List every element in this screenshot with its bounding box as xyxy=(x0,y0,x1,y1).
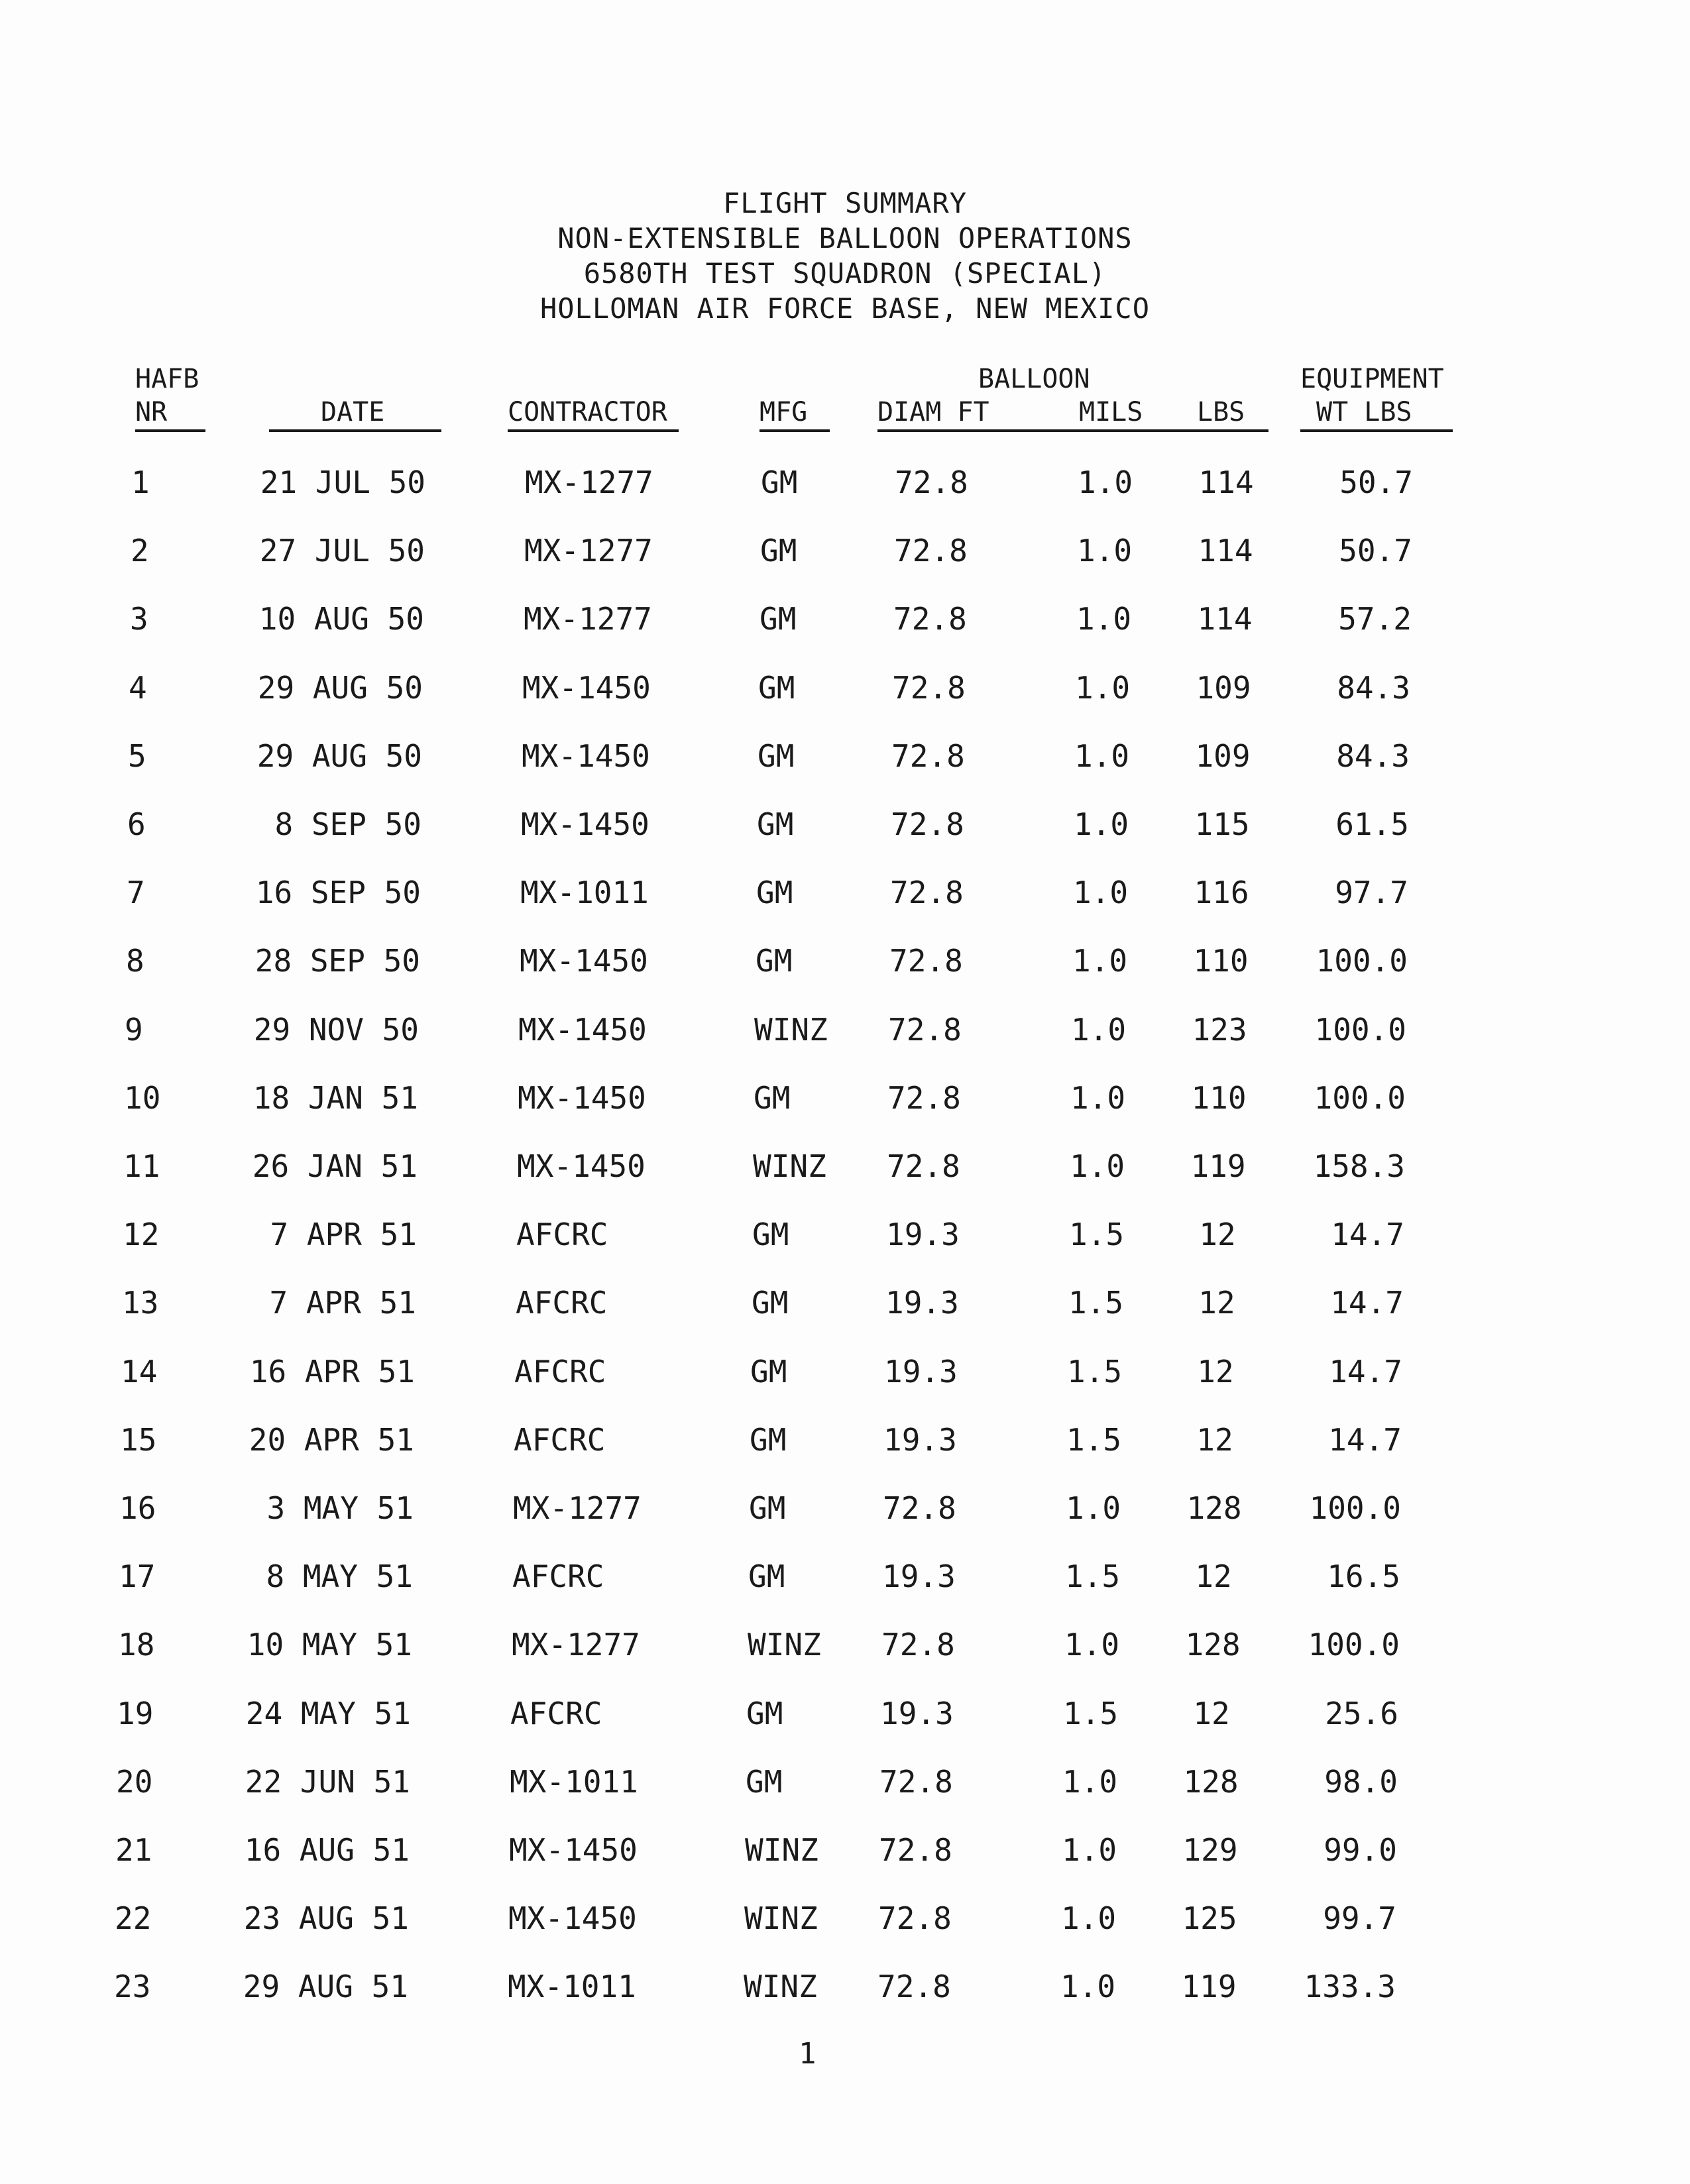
cell-mils: 1.0 xyxy=(1060,1969,1116,2004)
cell-mils: 1.5 xyxy=(1065,1558,1121,1594)
table-row xyxy=(0,1898,1690,1938)
cell-contractor: MX-1277 xyxy=(524,601,652,637)
cell-equipment: 14.7 xyxy=(1330,1285,1404,1321)
cell-equipment: 99.0 xyxy=(1324,1832,1397,1868)
cell-date: 8 SEP 50 xyxy=(274,806,422,842)
cell-nr: 23 xyxy=(114,1969,151,2004)
cell-mfg: GM xyxy=(754,1080,791,1116)
cell-lbs: 116 xyxy=(1194,875,1249,910)
cell-mfg: WINZ xyxy=(753,1148,826,1184)
cell-nr: 17 xyxy=(119,1558,156,1594)
cell-date: 10 MAY 51 xyxy=(247,1627,412,1663)
cell-nr: 20 xyxy=(116,1764,153,1800)
table-row xyxy=(0,1010,1690,1050)
cell-diam: 72.8 xyxy=(887,1148,960,1184)
cell-diam: 72.8 xyxy=(888,1012,962,1048)
cell-mfg: GM xyxy=(757,806,794,842)
cell-mfg: GM xyxy=(760,601,797,637)
cell-diam: 72.8 xyxy=(889,943,963,979)
cell-lbs: 12 xyxy=(1198,1285,1235,1321)
cell-date: 20 APR 51 xyxy=(249,1422,414,1458)
table-row xyxy=(0,1078,1690,1118)
cell-contractor: MX-1011 xyxy=(510,1764,638,1800)
cell-equipment: 97.7 xyxy=(1335,875,1408,910)
cell-mfg: WINZ xyxy=(744,1900,818,1936)
header-balloon: BALLOON xyxy=(978,364,1090,394)
cell-diam: 72.8 xyxy=(895,464,968,500)
cell-contractor: MX-1450 xyxy=(522,738,650,774)
cell-diam: 19.3 xyxy=(882,1558,956,1594)
cell-contractor: MX-1277 xyxy=(513,1490,642,1526)
header-mfg: MFG xyxy=(760,397,808,427)
cell-contractor: AFCRC xyxy=(514,1422,606,1458)
cell-diam: 72.8 xyxy=(879,1764,953,1800)
cell-equipment: 84.3 xyxy=(1336,738,1410,774)
cell-equipment: 100.0 xyxy=(1308,1627,1400,1663)
cell-date: 8 MAY 51 xyxy=(266,1558,413,1594)
title-line-3: 6580TH TEST SQUADRON (SPECIAL) xyxy=(583,257,1107,290)
cell-mfg: GM xyxy=(750,1422,787,1458)
table-row xyxy=(0,941,1690,981)
table-row xyxy=(0,599,1690,639)
cell-diam: 72.8 xyxy=(887,1080,961,1116)
cell-mfg: WINZ xyxy=(748,1627,821,1663)
cell-diam: 19.3 xyxy=(886,1217,960,1252)
header-contractor-underline xyxy=(508,429,679,432)
table-row xyxy=(0,1556,1690,1596)
cell-mfg: GM xyxy=(746,1764,783,1800)
title-line-1: FLIGHT SUMMARY xyxy=(722,187,967,219)
cell-contractor: MX-1277 xyxy=(524,533,653,569)
cell-lbs: 114 xyxy=(1198,533,1253,569)
cell-mils: 1.0 xyxy=(1062,1832,1117,1868)
cell-mils: 1.5 xyxy=(1068,1285,1124,1321)
cell-mils: 1.0 xyxy=(1064,1627,1120,1663)
cell-diam: 19.3 xyxy=(884,1354,958,1390)
cell-lbs: 12 xyxy=(1193,1696,1230,1731)
header-equipment: EQUIPMENT xyxy=(1300,364,1444,394)
cell-nr: 13 xyxy=(122,1285,159,1321)
cell-mfg: GM xyxy=(756,875,793,910)
cell-diam: 72.8 xyxy=(892,670,966,706)
cell-equipment: 100.0 xyxy=(1309,1490,1401,1526)
table-row xyxy=(0,736,1690,776)
cell-nr: 11 xyxy=(123,1148,160,1184)
cell-equipment: 100.0 xyxy=(1314,1012,1406,1048)
cell-lbs: 12 xyxy=(1197,1354,1234,1390)
cell-lbs: 125 xyxy=(1182,1900,1237,1936)
cell-lbs: 128 xyxy=(1185,1627,1241,1663)
header-mils: MILS xyxy=(1079,397,1143,427)
cell-contractor: MX-1450 xyxy=(508,1900,637,1936)
cell-date: 18 JAN 51 xyxy=(253,1080,418,1116)
cell-contractor: MX-1450 xyxy=(509,1832,638,1868)
cell-lbs: 12 xyxy=(1196,1422,1233,1458)
cell-mils: 1.0 xyxy=(1072,943,1128,979)
table-row xyxy=(0,1283,1690,1323)
cell-mils: 1.0 xyxy=(1074,806,1129,842)
cell-date: 29 AUG 50 xyxy=(257,670,423,706)
cell-mils: 1.0 xyxy=(1066,1490,1121,1526)
cell-equipment: 158.3 xyxy=(1313,1148,1405,1184)
cell-nr: 7 xyxy=(127,875,145,910)
cell-lbs: 12 xyxy=(1199,1217,1236,1252)
cell-mils: 1.0 xyxy=(1062,1764,1118,1800)
cell-mils: 1.0 xyxy=(1078,464,1133,500)
cell-date: 27 JUL 50 xyxy=(259,533,425,569)
cell-lbs: 114 xyxy=(1198,464,1254,500)
table-row xyxy=(0,1215,1690,1254)
cell-diam: 72.8 xyxy=(894,533,968,569)
cell-nr: 18 xyxy=(118,1627,155,1663)
cell-diam: 19.3 xyxy=(885,1285,959,1321)
table-row xyxy=(0,1762,1690,1802)
cell-mils: 1.0 xyxy=(1076,601,1132,637)
header-balloon-underline xyxy=(877,429,1268,432)
cell-lbs: 119 xyxy=(1190,1148,1246,1184)
cell-contractor: MX-1011 xyxy=(508,1969,636,2004)
cell-lbs: 119 xyxy=(1181,1969,1237,2004)
cell-lbs: 129 xyxy=(1182,1832,1238,1868)
document-title xyxy=(0,186,1690,326)
cell-mils: 1.0 xyxy=(1074,738,1130,774)
cell-contractor: MX-1450 xyxy=(518,1012,647,1048)
table-row xyxy=(0,1352,1690,1392)
cell-date: 26 JAN 51 xyxy=(252,1148,418,1184)
table-row xyxy=(0,463,1690,502)
table-row xyxy=(0,1967,1690,2006)
cell-nr: 16 xyxy=(119,1490,156,1526)
table-row xyxy=(0,1146,1690,1186)
cell-diam: 72.8 xyxy=(879,1832,952,1868)
cell-mfg: GM xyxy=(750,1354,787,1390)
table-row xyxy=(0,1625,1690,1665)
cell-contractor: MX-1450 xyxy=(521,806,649,842)
cell-mils: 1.5 xyxy=(1067,1354,1123,1390)
cell-equipment: 98.0 xyxy=(1324,1764,1398,1800)
table-row xyxy=(0,1488,1690,1528)
table-row xyxy=(0,1830,1690,1870)
cell-equipment: 14.7 xyxy=(1329,1354,1402,1390)
cell-equipment: 133.3 xyxy=(1304,1969,1396,2004)
cell-lbs: 128 xyxy=(1186,1490,1242,1526)
cell-equipment: 100.0 xyxy=(1314,1080,1406,1116)
cell-lbs: 115 xyxy=(1194,806,1250,842)
cell-equipment: 50.7 xyxy=(1339,464,1413,500)
cell-nr: 15 xyxy=(120,1422,157,1458)
header-nr-underline xyxy=(135,429,205,432)
cell-date: 28 SEP 50 xyxy=(254,943,420,979)
cell-contractor: MX-1277 xyxy=(512,1627,640,1663)
cell-contractor: AFCRC xyxy=(516,1285,608,1321)
title-line-2: NON-EXTENSIBLE BALLOON OPERATIONS xyxy=(557,222,1133,254)
cell-diam: 19.3 xyxy=(883,1422,957,1458)
cell-mfg: WINZ xyxy=(745,1832,818,1868)
cell-equipment: 25.6 xyxy=(1325,1696,1398,1731)
cell-nr: 8 xyxy=(126,943,144,979)
cell-date: 16 APR 51 xyxy=(249,1354,415,1390)
cell-equipment: 61.5 xyxy=(1335,806,1409,842)
table-row xyxy=(0,1694,1690,1733)
cell-mfg: WINZ xyxy=(754,1012,828,1048)
cell-contractor: MX-1450 xyxy=(522,670,651,706)
cell-lbs: 110 xyxy=(1191,1080,1247,1116)
cell-nr: 14 xyxy=(121,1354,158,1390)
header-diam: DIAM FT xyxy=(877,397,989,427)
cell-nr: 5 xyxy=(128,738,146,774)
header-hafb: HAFB xyxy=(135,364,199,394)
header-lbs: LBS xyxy=(1197,397,1245,427)
header-wt-lbs: WT LBS xyxy=(1316,397,1412,427)
cell-nr: 9 xyxy=(125,1012,143,1048)
cell-diam: 19.3 xyxy=(880,1696,954,1731)
cell-date: 21 JUL 50 xyxy=(260,464,425,500)
table-row xyxy=(0,804,1690,844)
header-date-underline xyxy=(269,429,441,432)
cell-equipment: 50.7 xyxy=(1339,533,1412,569)
header-nr: NR xyxy=(135,397,168,427)
cell-mfg: GM xyxy=(752,1285,789,1321)
cell-diam: 72.8 xyxy=(878,1900,952,1936)
cell-date: 29 AUG 51 xyxy=(243,1969,408,2004)
cell-equipment: 14.7 xyxy=(1331,1217,1404,1252)
cell-contractor: AFCRC xyxy=(510,1696,602,1731)
cell-mfg: WINZ xyxy=(744,1969,817,2004)
cell-contractor: AFCRC xyxy=(516,1217,608,1252)
cell-mfg: GM xyxy=(752,1217,789,1252)
cell-date: 23 AUG 51 xyxy=(243,1900,409,1936)
cell-mils: 1.0 xyxy=(1075,670,1131,706)
cell-mfg: GM xyxy=(758,670,795,706)
header-contractor: CONTRACTOR xyxy=(508,397,667,427)
cell-mils: 1.5 xyxy=(1063,1696,1119,1731)
cell-date: 10 AUG 50 xyxy=(258,601,424,637)
cell-diam: 72.8 xyxy=(881,1627,955,1663)
cell-contractor: MX-1450 xyxy=(520,943,648,979)
cell-equipment: 14.7 xyxy=(1328,1422,1402,1458)
cell-nr: 1 xyxy=(131,464,150,500)
cell-equipment: 99.7 xyxy=(1323,1900,1396,1936)
table-row xyxy=(0,1420,1690,1460)
cell-date: 22 JUN 51 xyxy=(245,1764,410,1800)
header-equipment-underline xyxy=(1300,429,1453,432)
cell-mils: 1.5 xyxy=(1069,1217,1125,1252)
cell-date: 7 APR 51 xyxy=(269,1285,416,1321)
cell-diam: 72.8 xyxy=(891,806,964,842)
table-row xyxy=(0,531,1690,571)
cell-mils: 1.0 xyxy=(1070,1148,1125,1184)
cell-equipment: 84.3 xyxy=(1337,670,1410,706)
cell-nr: 3 xyxy=(130,601,148,637)
cell-mfg: GM xyxy=(746,1696,783,1731)
cell-lbs: 109 xyxy=(1196,670,1251,706)
cell-lbs: 123 xyxy=(1192,1012,1247,1048)
cell-mfg: GM xyxy=(760,533,797,569)
cell-mfg: GM xyxy=(761,464,798,500)
page-number: 1 xyxy=(799,2037,817,2071)
cell-diam: 72.8 xyxy=(890,875,964,910)
cell-lbs: 128 xyxy=(1183,1764,1239,1800)
cell-nr: 12 xyxy=(123,1217,160,1252)
cell-lbs: 114 xyxy=(1197,601,1253,637)
cell-contractor: MX-1450 xyxy=(517,1148,646,1184)
cell-date: 16 AUG 51 xyxy=(244,1832,410,1868)
cell-nr: 4 xyxy=(129,670,147,706)
cell-contractor: MX-1011 xyxy=(520,875,649,910)
cell-date: 7 APR 51 xyxy=(270,1217,417,1252)
cell-nr: 10 xyxy=(124,1080,161,1116)
cell-contractor: AFCRC xyxy=(512,1558,604,1594)
cell-diam: 72.8 xyxy=(891,738,965,774)
cell-mfg: GM xyxy=(748,1558,785,1594)
cell-mils: 1.0 xyxy=(1073,875,1129,910)
cell-mfg: GM xyxy=(758,738,795,774)
cell-mils: 1.0 xyxy=(1061,1900,1117,1936)
cell-contractor: MX-1450 xyxy=(518,1080,646,1116)
cell-date: 16 SEP 50 xyxy=(255,875,421,910)
cell-contractor: AFCRC xyxy=(514,1354,606,1390)
cell-equipment: 100.0 xyxy=(1316,943,1408,979)
cell-equipment: 16.5 xyxy=(1327,1558,1400,1594)
cell-mils: 1.5 xyxy=(1066,1422,1122,1458)
cell-diam: 72.8 xyxy=(883,1490,956,1526)
cell-nr: 6 xyxy=(127,806,146,842)
cell-nr: 2 xyxy=(131,533,149,569)
table-row xyxy=(0,873,1690,912)
cell-date: 29 AUG 50 xyxy=(256,738,422,774)
cell-diam: 72.8 xyxy=(893,601,967,637)
table-row xyxy=(0,668,1690,708)
header-mfg-underline xyxy=(760,429,830,432)
cell-nr: 22 xyxy=(115,1900,152,1936)
header-date: DATE xyxy=(321,397,385,427)
cell-contractor: MX-1277 xyxy=(525,464,653,500)
cell-lbs: 109 xyxy=(1195,738,1251,774)
cell-date: 3 MAY 51 xyxy=(266,1490,414,1526)
cell-mils: 1.0 xyxy=(1070,1080,1126,1116)
cell-diam: 72.8 xyxy=(877,1969,951,2004)
cell-mfg: GM xyxy=(749,1490,786,1526)
cell-mils: 1.0 xyxy=(1077,533,1133,569)
cell-lbs: 12 xyxy=(1195,1558,1232,1594)
title-line-4: HOLLOMAN AIR FORCE BASE, NEW MEXICO xyxy=(539,292,1150,325)
cell-lbs: 110 xyxy=(1193,943,1249,979)
cell-date: 29 NOV 50 xyxy=(253,1012,419,1048)
cell-nr: 19 xyxy=(117,1696,154,1731)
cell-date: 24 MAY 51 xyxy=(245,1696,411,1731)
cell-nr: 21 xyxy=(115,1832,152,1868)
cell-mils: 1.0 xyxy=(1071,1012,1127,1048)
cell-equipment: 57.2 xyxy=(1338,601,1412,637)
cell-mfg: GM xyxy=(756,943,793,979)
